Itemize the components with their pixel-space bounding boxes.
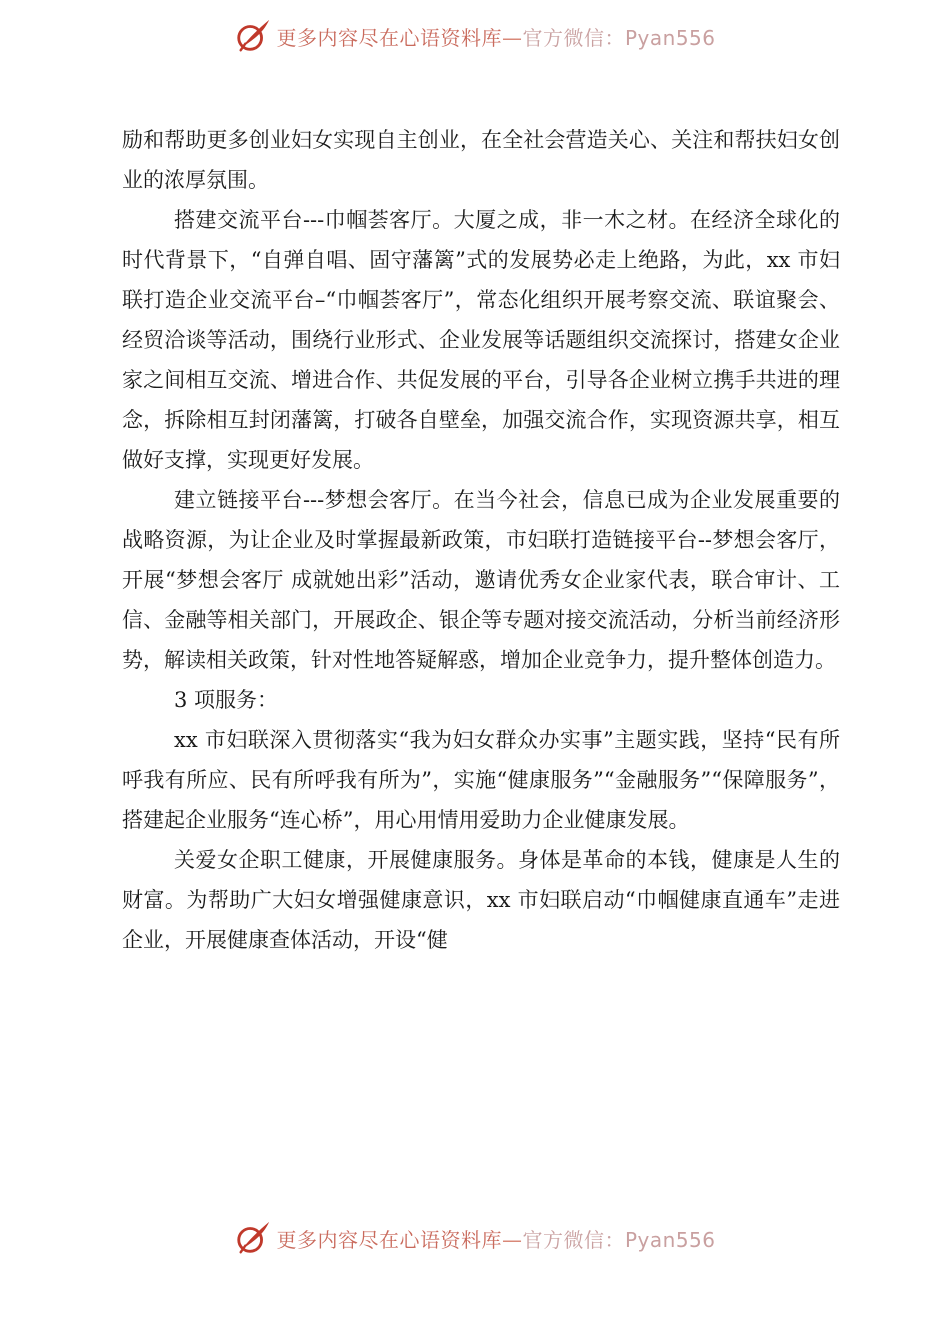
footer-brand-text: 更多内容尽在心语资料库 xyxy=(276,1227,502,1252)
paragraph-link-platform: 建立链接平台---梦想会客厅。在当今社会，信息已成为企业发展重要的战略资源，为让企业及时掌握最新政策，市妇联打造链接平台--梦想会客厅，开展“梦想会客厅 成就她出彩”活动，邀请优秀女企业家代表，联合审计、工信、金融等相关部门，开展政企、银企等专题对接交流活动，分析当前经济形势，解读相关政策，针对性地答疑解惑，增加企业竞争力，提升整体创造力。 xyxy=(122,488,840,672)
document-body xyxy=(122,120,840,960)
section-heading-services: 3 项服务： xyxy=(174,688,279,712)
footer-wechat-handle: Pyan556 xyxy=(624,1227,716,1252)
quill-logo-icon xyxy=(234,1219,272,1257)
paragraph-continuation: 励和帮助更多创业妇女实现自主创业，在全社会营造关心、关注和帮扶妇女创业的浓厚氛围。 xyxy=(122,128,840,192)
footer-wechat-label: 官方微信： xyxy=(522,1227,625,1252)
paragraph-exchange-platform: 搭建交流平台---巾帼荟客厅。大厦之成，非一木之材。在经济全球化的时代背景下，“自弹自唱、固守藩篱”式的发展势必走上绝路，为此，xx 市妇联打造企业交流平台–“巾帼荟客厅”，常态化组织开展考察交流、联谊聚会、经贸洽谈等活动，围绕行业形式、企业发展等话题组织交流探讨，搭建女企业家之间相互交流、增进合作、共促发展的平台，引导各企业树立携手共进的理念，拆除相互封闭藩篱，打破各自壁垒，加强交流合作，实现资源共享，相互做好支撑，实现更好发展。 xyxy=(122,208,840,472)
footer-banner xyxy=(0,1216,950,1260)
header-separator: — xyxy=(501,25,523,50)
header-banner xyxy=(0,14,950,58)
quill-logo-icon xyxy=(234,17,272,55)
header-wechat-handle: Pyan556 xyxy=(624,25,716,50)
footer-separator: — xyxy=(501,1227,523,1252)
footer-banner-text xyxy=(276,1224,715,1253)
paragraph-health-service: 关爱女企职工健康，开展健康服务。身体是革命的本钱，健康是人生的财富。为帮助广大妇女增强健康意识，xx 市妇联启动“巾帼健康直通车”走进企业，开展健康查体活动，开设“健 xyxy=(122,848,840,952)
paragraph-services-intro: xx 市妇联深入贯彻落实“我为妇女群众办实事”主题实践，坚持“民有所呼我有所应、民有所呼我有所为”，实施“健康服务”“金融服务”“保障服务”，搭建起企业服务“连心桥”，用心用情用爱助力企业健康发展。 xyxy=(122,728,840,832)
header-brand-text: 更多内容尽在心语资料库 xyxy=(276,25,502,50)
header-banner-text xyxy=(276,22,715,51)
header-wechat-label: 官方微信： xyxy=(522,25,625,50)
